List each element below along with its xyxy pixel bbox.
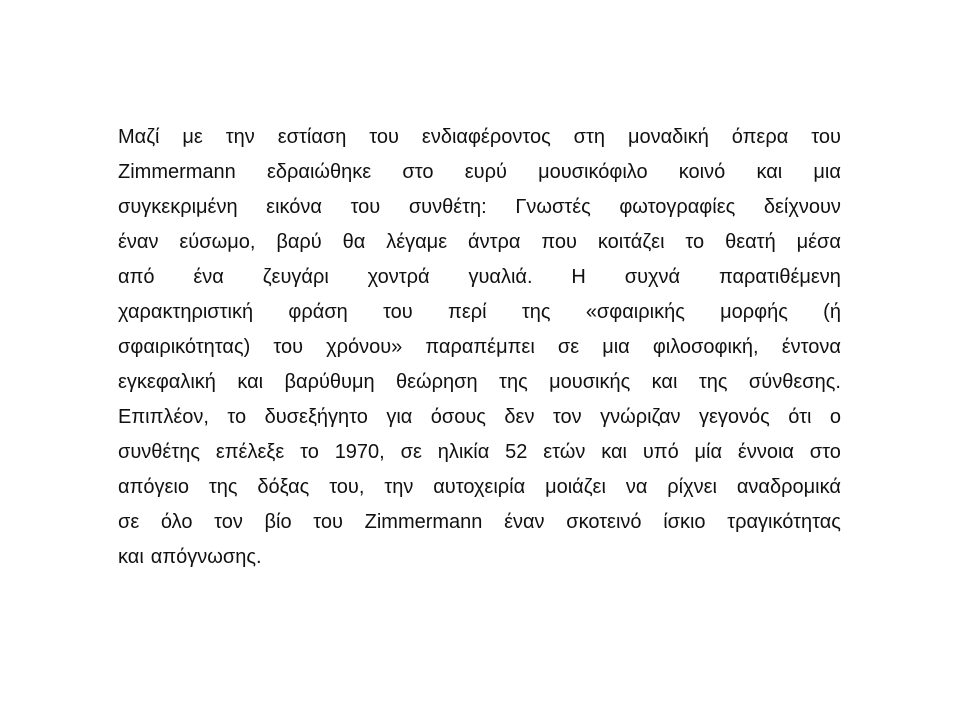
word: απόγειο (118, 476, 189, 498)
word: δόξας (257, 476, 310, 498)
word: σύνθεσης. (748, 371, 841, 393)
word: κοινό (678, 161, 726, 183)
word: Η (571, 266, 586, 288)
word: έντονα (781, 336, 841, 358)
word: φράση (288, 301, 348, 323)
word: για (386, 406, 413, 428)
word: συνθέτης (118, 441, 200, 463)
word: δεν (504, 406, 535, 428)
word: βαρύθυμη (284, 371, 375, 393)
word: συνθέτη: (408, 196, 487, 218)
word: σε (400, 441, 422, 463)
word: μέσα (796, 231, 841, 253)
word: αναδρομικά (736, 476, 841, 498)
word: χοντρά (367, 266, 430, 288)
word: ζευγάρι (262, 266, 329, 288)
word: το (685, 231, 705, 253)
word: Zimmermann (364, 511, 483, 533)
word: αυτοχειρία (433, 476, 526, 498)
word: μουσικής (549, 371, 631, 393)
word: σε (118, 511, 140, 533)
word: (ή (823, 301, 841, 323)
word: μοιάζει (545, 476, 606, 498)
word: 52 (505, 441, 528, 463)
word: εστίαση (277, 126, 347, 148)
text-line (118, 295, 841, 330)
word: θα (342, 231, 366, 253)
word: και (601, 441, 627, 463)
word: ευρύ (464, 161, 507, 183)
word: της (499, 371, 528, 393)
word: 1970, (334, 441, 385, 463)
text-line (118, 435, 841, 470)
word: Μαζί (118, 126, 160, 148)
word: σφαιρικότητας) (118, 336, 251, 358)
word: φιλοσοφική, (652, 336, 759, 358)
word: ίσκιο (663, 511, 706, 533)
word: παραπέμπει (425, 336, 535, 358)
word: ενδιαφέροντος (421, 126, 551, 148)
word: απόγνωσης. (150, 546, 262, 568)
word: συγκεκριμένη (118, 196, 238, 218)
text-line (118, 225, 841, 260)
word: κοιτάζει (597, 231, 665, 253)
word: δυσεξήγητο (264, 406, 368, 428)
word: βίο (264, 511, 292, 533)
word: γνώριζαν (600, 406, 681, 428)
text-line (118, 540, 841, 575)
word: του (350, 196, 381, 218)
word: Γνωστές (515, 196, 591, 218)
word: μία (694, 441, 723, 463)
word: εδραιώθηκε (267, 161, 372, 183)
word: και (118, 546, 144, 568)
word: ηλικία (437, 441, 490, 463)
word: μια (813, 161, 841, 183)
word: ετών (543, 441, 586, 463)
word: όλο (160, 511, 193, 533)
word: γυαλιά. (468, 266, 533, 288)
word: λέγαμε (386, 231, 448, 253)
word: ο (829, 406, 841, 428)
text-line (118, 505, 841, 540)
word: περί (448, 301, 487, 323)
word: τον (552, 406, 582, 428)
word: εγκεφαλική (118, 371, 216, 393)
word: επέλεξε (215, 441, 285, 463)
word: θεατή (725, 231, 776, 253)
word: ότι (788, 406, 812, 428)
text-line (118, 365, 841, 400)
word: του (313, 511, 343, 533)
word: συχνά (624, 266, 681, 288)
word: παρατιθέμενη (718, 266, 841, 288)
word: βαρύ (276, 231, 322, 253)
word: την (225, 126, 255, 148)
word: όπερα (731, 126, 789, 148)
word: Zimmermann (118, 161, 236, 183)
text-line (118, 400, 841, 435)
word: σε (557, 336, 580, 358)
word: τον (214, 511, 243, 533)
word: έναν (118, 231, 159, 253)
word: μουσικόφιλο (538, 161, 648, 183)
word: χαρακτηριστική (118, 301, 254, 323)
text-line (118, 155, 841, 190)
word: του (383, 301, 413, 323)
word: μορφής (720, 301, 788, 323)
word: Επιπλέον, (118, 406, 209, 428)
word: χρόνου» (326, 336, 403, 358)
word: ρίχνει (667, 476, 717, 498)
text-line (118, 330, 841, 365)
word: στο (809, 441, 841, 463)
word: και (651, 371, 678, 393)
word: σκοτεινό (566, 511, 642, 533)
word: της (521, 301, 551, 323)
word: μια (602, 336, 630, 358)
body-paragraph (118, 120, 841, 575)
word: δείχνουν (763, 196, 841, 218)
word: να (625, 476, 648, 498)
word: έννοια (737, 441, 794, 463)
word: του (369, 126, 399, 148)
word: άντρα (468, 231, 521, 253)
word: «σφαιρικής (585, 301, 685, 323)
word: μοναδική (627, 126, 709, 148)
word: γεγονός (699, 406, 770, 428)
word: εύσωμο, (179, 231, 256, 253)
word: φωτογραφίες (619, 196, 736, 218)
text-line (118, 190, 841, 225)
word: το (227, 406, 247, 428)
word: στο (402, 161, 434, 183)
word: το (300, 441, 319, 463)
word: και (756, 161, 783, 183)
word: του (811, 126, 841, 148)
word: όσους (430, 406, 486, 428)
word: από (118, 266, 155, 288)
text-line (118, 260, 841, 295)
word: που (541, 231, 577, 253)
word: υπό (642, 441, 679, 463)
word: του (273, 336, 304, 358)
word: τραγικότητας (727, 511, 841, 533)
word: έναν (504, 511, 545, 533)
word: θεώρηση (396, 371, 478, 393)
word: της (208, 476, 238, 498)
word: της (698, 371, 728, 393)
word: στη (573, 126, 606, 148)
word: εικόνα (266, 196, 322, 218)
word: την (384, 476, 414, 498)
text-line (118, 470, 841, 505)
word: με (182, 126, 203, 148)
word: ένα (193, 266, 224, 288)
text-line (118, 120, 841, 155)
word: και (237, 371, 264, 393)
word: του, (329, 476, 365, 498)
